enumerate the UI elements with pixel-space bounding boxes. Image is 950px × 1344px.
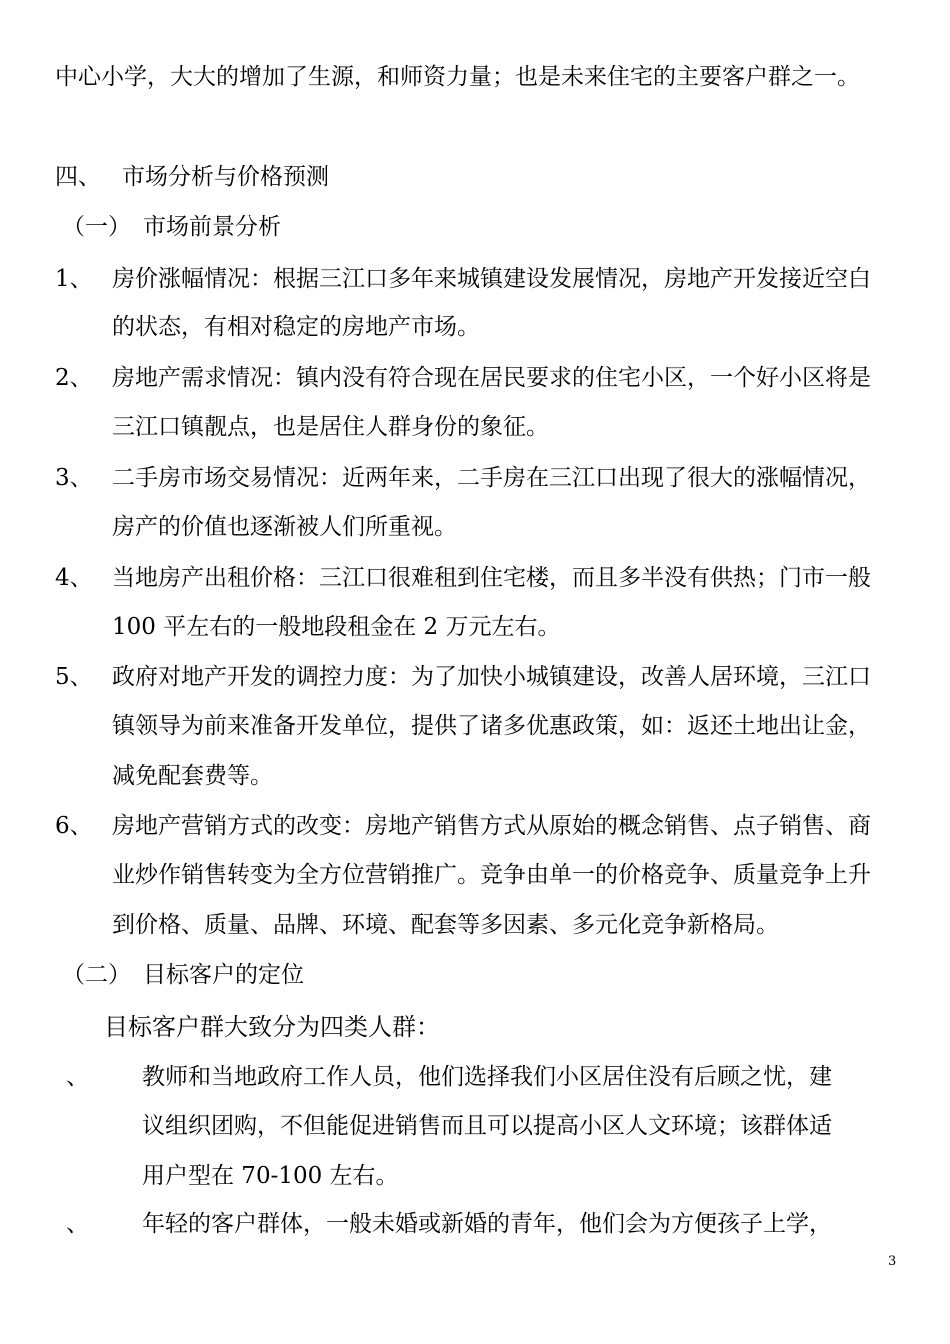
list-item-number: 1、 bbox=[55, 266, 93, 292]
subsection-number: （二） bbox=[62, 962, 131, 988]
list-item-text: 100 平左右的一般地段租金在 2 万元左右。 bbox=[112, 614, 561, 640]
subsection-title: 目标客户的定位 bbox=[143, 962, 304, 988]
list-item-text: 教师和当地政府工作人员，他们选择我们小区居住没有后顾之忧，建 bbox=[142, 1064, 832, 1090]
subsection-title: 市场前景分析 bbox=[143, 214, 281, 240]
list-item-number: 6、 bbox=[55, 813, 93, 839]
page-number: 3 bbox=[888, 1254, 897, 1269]
list-item-text: 三江口镇靓点，也是居住人群身份的象征。 bbox=[112, 414, 549, 440]
subsection-number: （一） bbox=[62, 214, 131, 240]
list-item-text: 到价格、质量、品牌、环境、配套等多因素、多元化竞争新格局。 bbox=[112, 912, 779, 938]
list-item-number: 、 bbox=[66, 1211, 89, 1237]
subsection-intro: 目标客户群大致分为四类人群： bbox=[104, 1013, 440, 1041]
list-item-text: 用户型在 70-100 左右。 bbox=[142, 1163, 399, 1189]
list-item-number: 5、 bbox=[55, 664, 93, 690]
list-item-text: 房地产需求情况：镇内没有符合现在居民要求的住宅小区，一个好小区将是 bbox=[112, 365, 871, 391]
list-item-text: 房价涨幅情况：根据三江口多年来城镇建设发展情况，房地产开发接近空白 bbox=[112, 266, 871, 292]
intro-line: 中心小学，大大的增加了生源，和师资力量；也是未来住宅的主要客户群之一。 bbox=[55, 64, 860, 90]
list-item-text: 二手房市场交易情况：近两年来，二手房在三江口出现了很大的涨幅情况， bbox=[112, 465, 871, 491]
list-item-text: 当地房产出租价格：三江口很难租到住宅楼，而且多半没有供热；门市一般 bbox=[112, 565, 871, 591]
list-item-number: 2、 bbox=[55, 365, 93, 391]
list-item-text: 年轻的客户群体，一般未婚或新婚的青年，他们会为方便孩子上学， bbox=[142, 1211, 832, 1237]
list-item-text: 镇领导为前来准备开发单位，提供了诸多优惠政策，如：返还土地出让金， bbox=[112, 713, 871, 739]
list-item-number: 3、 bbox=[55, 465, 93, 491]
list-item-text: 房地产营销方式的改变：房地产销售方式从原始的概念销售、点子销售、商 bbox=[112, 813, 871, 839]
list-item-text: 业炒作销售转变为全方位营销推广。竞争由单一的价格竞争、质量竞争上升 bbox=[112, 862, 871, 888]
section-title: 市场分析与价格预测 bbox=[122, 164, 329, 190]
list-item-text: 房产的价值也逐渐被人们所重视。 bbox=[112, 514, 457, 540]
list-item-text: 议组织团购，不但能促进销售而且可以提高小区人文环境；该群体适 bbox=[142, 1113, 832, 1139]
list-item-text: 政府对地产开发的调控力度：为了加快小城镇建设，改善人居环境，三江口 bbox=[112, 664, 871, 690]
list-item-text: 的状态，有相对稳定的房地产市场。 bbox=[112, 314, 480, 340]
list-item-number: 、 bbox=[66, 1064, 89, 1090]
section-number: 四、 bbox=[55, 164, 101, 190]
list-item-text: 减免配套费等。 bbox=[112, 763, 273, 789]
list-item-number: 4、 bbox=[55, 565, 93, 591]
